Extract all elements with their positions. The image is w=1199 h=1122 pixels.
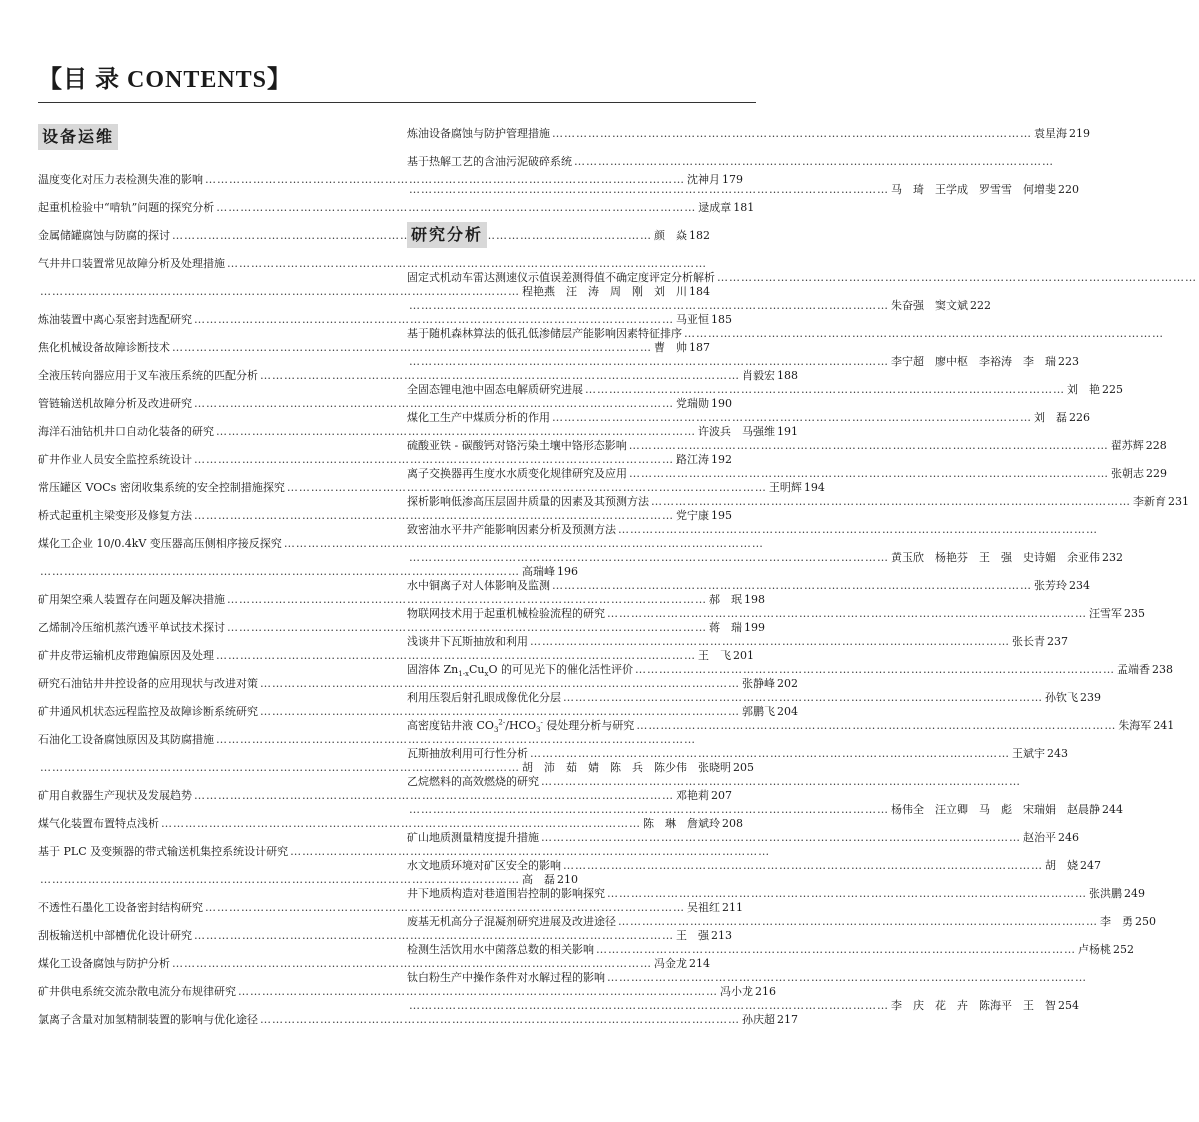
toc-entry[interactable] [407, 292, 991, 320]
entry-author: 张静峰 [742, 677, 775, 690]
entry-title: 温度变化对压力表检测失准的影响 [38, 173, 203, 186]
entry-title: 乙烯制冷压缩机蒸汽透平单试技术探讨 [38, 621, 225, 634]
entry-author: 李 勇 [1100, 915, 1133, 928]
entry-title: 瓦斯抽放利用可行性分析 [407, 747, 528, 760]
entry-title: 乙烷燃料的高效燃烧的研究 [407, 775, 539, 788]
dot-leader [550, 120, 1034, 148]
entry-author: 陈 琳 詹斌玲 [643, 817, 720, 830]
entry-title: 煤化工企业 10/0.4kV 变压器高压侧相序接反探究 [38, 537, 282, 550]
toc-entry[interactable] [407, 768, 755, 796]
entry-meta [1117, 656, 1173, 684]
dot-leader [550, 404, 1034, 432]
entry-title: 矿井供电系统交流杂散电流分布规律研究 [38, 985, 236, 998]
entry-title: 离子交换器再生度水水质变化规律研究及应用 [407, 467, 627, 480]
entry-author: 孙庆超 [742, 1013, 775, 1026]
entry-title: 高密度钻井液 $CO_3^{2-}/HCO_3^-$ 侵处理分析与研究 [407, 718, 635, 735]
entry-author: 马亚恒 [676, 313, 709, 326]
entry-author: 刘 艳 [1067, 383, 1100, 396]
entry-title: 常压罐区 VOCs 密闭收集系统的安全控制措施探究 [38, 481, 285, 494]
entry-author: 王斌宇 [1012, 747, 1045, 760]
entry-title: 矿山地质测量精度提升措施 [407, 831, 539, 844]
dot-leader [561, 852, 1045, 880]
entry-title: 矿用自救器生产现状及发展趋势 [38, 789, 192, 802]
entry-meta [1089, 600, 1145, 628]
entry-author: 李 庆 花 卉 陈海平 王 智 [891, 999, 1056, 1012]
entry-author: 胡 沛 茹 婧 陈 兵 陈少伟 张晓明 [522, 761, 731, 774]
dot-leader [539, 824, 1023, 852]
dot-leader [605, 600, 1089, 628]
entry-title: 石油化工设备腐蚀原因及其防腐措施 [38, 733, 214, 746]
entry-page: 188 [777, 369, 798, 382]
entry-author: 朱奋强 窦文斌 [891, 299, 968, 312]
entry-page: 234 [1069, 579, 1090, 592]
entry-author: 逯成章 [698, 201, 732, 214]
entry-meta [891, 348, 1079, 376]
entry-page: 254 [1058, 999, 1079, 1012]
toc-entry[interactable] [38, 250, 386, 278]
dot-leader [407, 992, 891, 1020]
entry-author: 冯小龙 [720, 985, 753, 998]
page-header [38, 64, 756, 100]
entry-author: 郭鹏飞 [742, 705, 775, 718]
toc-entry[interactable] [38, 334, 710, 362]
toc-entry[interactable] [407, 824, 1079, 852]
toc-entry[interactable] [407, 796, 1123, 824]
entry-title: 煤化工生产中煤质分析的作用 [407, 411, 550, 424]
entry-author: 马 琦 王学成 罗雪雪 何增斐 [891, 183, 1056, 196]
dot-leader [627, 432, 1111, 460]
entry-page: 228 [1145, 439, 1167, 452]
entry-author: 孙钦飞 [1045, 691, 1078, 704]
entry-title: 基于随机森林算法的低孔低渗储层产能影响因素特征排序 [407, 327, 682, 340]
entry-title: 废基无机高分子混凝剂研究进展及改进途径 [407, 915, 616, 928]
toc-entry[interactable] [407, 376, 1123, 404]
dot-leader [605, 964, 1089, 992]
entry-author: 邓艳莉 [676, 789, 709, 802]
entry-title: 矿井作业人员安全监控系统设计 [38, 453, 192, 466]
dot-leader [649, 488, 1133, 516]
toc-entry[interactable] [38, 838, 386, 866]
entry-author: 王明辉 [768, 481, 802, 494]
dot-leader [594, 936, 1078, 964]
entry-title: 利用压裂后射孔眼成像优化分层 [407, 691, 561, 704]
dot-leader [605, 880, 1089, 908]
entry-page: 214 [689, 957, 710, 970]
entry-page: 231 [1168, 495, 1189, 508]
entry-author: 黄玉欣 杨艳芬 王 强 史诗媚 余亚伟 [891, 551, 1100, 564]
entry-title: 物联网技术用于起重机械检验流程的研究 [407, 607, 605, 620]
entry-author: 沈神月 [687, 173, 720, 186]
dot-leader [407, 348, 891, 376]
entry-meta [1012, 628, 1068, 656]
entry-page: 184 [689, 285, 710, 298]
dot-leader [407, 176, 891, 204]
entry-page: 238 [1152, 663, 1173, 676]
entry-page: 239 [1080, 691, 1101, 704]
entry-page: 243 [1047, 747, 1068, 760]
entry-title: 全液压转向器应用于叉车液压系统的匹配分析 [38, 369, 258, 382]
dot-leader [528, 740, 1012, 768]
entry-author: 吴祖红 [687, 901, 720, 914]
dot-leader [572, 148, 1056, 176]
dot-leader [634, 712, 1118, 740]
entry-title: 全固态锂电池中固态电解质研究进展 [407, 383, 583, 396]
entry-meta [891, 292, 991, 320]
entry-page: 223 [1058, 355, 1079, 368]
entry-author: 胡 娆 [1045, 859, 1078, 872]
entry-meta [891, 544, 1123, 572]
toc-entry[interactable] [38, 194, 755, 222]
entry-author: 王 飞 [698, 649, 731, 662]
entry-title: 固定式机动车雷达测速仪示值误差测得值不确定度评定分析解析 [407, 271, 715, 284]
entry-meta [1034, 572, 1090, 600]
entry-author: 张芳玲 [1034, 579, 1067, 592]
page-title: 【目 录 CONTENTS】 [38, 67, 293, 93]
entry-meta [1012, 740, 1068, 768]
entry-title: 水文地质环境对矿区安全的影响 [407, 859, 561, 872]
entry-author: 高 磊 [522, 873, 555, 886]
entry-title: 炼油装置中离心泵密封选配研究 [38, 313, 192, 326]
section-heading-equipment: 设备运维 [38, 124, 118, 150]
entry-title: 探析影响低渗高压层固井质量的因素及其预测方法 [407, 495, 649, 508]
entry-author: 赵治平 [1023, 831, 1056, 844]
entry-author: 李宁超 廖中枢 李裕涛 李 瑞 [891, 355, 1056, 368]
entry-meta [891, 176, 1079, 204]
entry-author: 路江涛 [676, 453, 709, 466]
toc-entry[interactable] [38, 166, 743, 194]
entry-title: 起重机检验中“啃轨”问题的探究分析 [38, 201, 215, 214]
entry-title: 炼油设备腐蚀与防护管理措施 [407, 127, 550, 140]
entry-page: 204 [777, 705, 798, 718]
entry-page: 179 [722, 173, 743, 186]
entry-page: 232 [1102, 551, 1123, 564]
entry-title: 矿用架空乘人装置存在问题及解决措施 [38, 593, 225, 606]
entry-page: 181 [733, 201, 755, 214]
toc-entry[interactable] [407, 936, 1134, 964]
entry-author: 冯金龙 [654, 957, 687, 970]
entry-meta [1045, 852, 1101, 880]
toc-entry[interactable] [407, 148, 755, 176]
toc-entry[interactable] [38, 530, 386, 558]
entry-title: 基于热解工艺的含油污泥破碎系统 [407, 155, 572, 168]
dot-leader [561, 684, 1045, 712]
dot-leader [627, 460, 1111, 488]
toc-entry[interactable] [38, 642, 754, 670]
entry-author: 蒋 瑞 [709, 621, 742, 634]
entry-page: 205 [733, 761, 754, 774]
entry-meta [1034, 120, 1090, 148]
toc-entry[interactable] [407, 880, 1145, 908]
entry-title: 检测生活饮用水中菌落总数的相关影响 [407, 943, 594, 956]
entry-author: 汪雪军 [1089, 607, 1122, 620]
entry-page: 220 [1058, 183, 1079, 196]
entry-page: 249 [1124, 887, 1145, 900]
toc-entry[interactable] [38, 978, 776, 1006]
entry-page: 229 [1146, 467, 1167, 480]
entry-author: 卢杨桃 [1078, 943, 1111, 956]
entry-title: 氯离子含量对加氢精制装置的影响与优化途径 [38, 1013, 258, 1026]
dot-leader [539, 768, 1023, 796]
toc-entry[interactable] [407, 740, 1068, 768]
entry-author: 杨伟全 汪立卿 马 彪 宋瑞娟 赵晨静 [891, 803, 1100, 816]
entry-title: 矿井皮带运输机皮带跑偏原因及处理 [38, 649, 214, 662]
entry-title: 硫酸亚铁 - 碳酸钙对铬污染土壤中铬形态影响 [407, 439, 627, 452]
entry-page: 244 [1102, 803, 1123, 816]
toc-entry[interactable] [38, 278, 710, 306]
entry-page: 182 [689, 229, 710, 242]
toc-entry[interactable] [407, 628, 1068, 656]
entry-page: 190 [711, 397, 732, 410]
entry-author: 王 强 [676, 929, 709, 942]
entry-page: 241 [1153, 719, 1175, 732]
entry-title: 研究石油钻井井控设备的应用现状与改进对策 [38, 677, 258, 690]
entry-page: 252 [1113, 943, 1134, 956]
entry-author: 程艳燕 汪 涛 周 刚 刘 川 [522, 285, 687, 298]
right-top-entry-list [407, 120, 1090, 204]
entry-title: 金属储罐腐蚀与防腐的探讨 [38, 229, 170, 242]
entry-page: 225 [1102, 383, 1123, 396]
entry-title: 浅谈井下瓦斯抽放和利用 [407, 635, 528, 648]
dot-leader [616, 908, 1100, 936]
entry-page: 213 [711, 929, 732, 942]
entry-meta [891, 796, 1123, 824]
entry-page: 219 [1069, 127, 1090, 140]
dot-leader [682, 320, 1166, 348]
entry-page: 195 [711, 509, 732, 522]
entry-page: 199 [744, 621, 765, 634]
entry-page: 246 [1058, 831, 1079, 844]
dot-leader [583, 376, 1067, 404]
toc-entry[interactable] [38, 782, 732, 810]
entry-title: 基于 PLC 及变频器的带式输送机集控系统设计研究 [38, 845, 289, 858]
entry-title: 钛白粉生产中操作条件对水解过程的影响 [407, 971, 605, 984]
entry-page: 216 [755, 985, 776, 998]
entry-title: 水中铜离子对人体影响及监测 [407, 579, 550, 592]
entry-page: 247 [1080, 859, 1101, 872]
toc-entry[interactable] [407, 712, 1175, 740]
entry-title: 矿井通风机状态远程监控及故障诊断系统研究 [38, 705, 258, 718]
entry-page: 207 [711, 789, 732, 802]
entry-meta [1111, 460, 1167, 488]
entry-page: 198 [744, 593, 765, 606]
dot-leader [616, 516, 1100, 544]
entry-title: 煤气化装置布置特点浅析 [38, 817, 159, 830]
toc-entry[interactable] [407, 908, 1156, 936]
toc-entry[interactable] [38, 1006, 798, 1034]
section-heading-research: 研究分析 [407, 222, 487, 248]
toc-entry[interactable] [407, 544, 1123, 572]
entry-author: 翟苏辉 [1110, 439, 1144, 452]
entry-title: 焦化机械设备故障诊断技术 [38, 341, 170, 354]
entry-title: 井下地质构造对巷道围岩控制的影响探究 [407, 887, 605, 900]
toc-entry[interactable] [407, 320, 755, 348]
toc-entry[interactable] [407, 432, 1167, 460]
entry-page: 235 [1124, 607, 1145, 620]
entry-author: 曹 帅 [654, 341, 687, 354]
entry-title: 气井井口装置常见故障分析及处理措施 [38, 257, 225, 270]
entry-meta [1034, 404, 1090, 432]
entry-author: 李新育 [1133, 495, 1166, 508]
toc-entry[interactable] [407, 516, 755, 544]
entry-meta [1111, 432, 1167, 460]
entry-title: 桥式起重机主梁变形及修复方法 [38, 509, 192, 522]
entry-author: 朱海军 [1118, 719, 1152, 732]
dot-leader [407, 292, 891, 320]
toc-entry[interactable] [407, 964, 755, 992]
toc-entry[interactable] [38, 726, 386, 754]
entry-meta [1078, 936, 1134, 964]
entry-author: 张洪鹏 [1089, 887, 1122, 900]
entry-title: 不透性石墨化工设备密封结构研究 [38, 901, 203, 914]
entry-meta [1045, 684, 1101, 712]
entry-author: 袁星海 [1034, 127, 1067, 140]
entry-meta [1133, 488, 1189, 516]
entry-author: 党宁康 [676, 509, 709, 522]
entry-meta [1023, 824, 1079, 852]
entry-page: 217 [777, 1013, 798, 1026]
entry-page: 237 [1047, 635, 1068, 648]
entry-page: 222 [970, 299, 991, 312]
entry-page: 201 [733, 649, 754, 662]
dot-leader [407, 796, 891, 824]
entry-page: 187 [689, 341, 710, 354]
toc-entry[interactable] [407, 488, 1189, 516]
entry-author: 高瑞峰 [522, 565, 555, 578]
entry-author: 颜 焱 [654, 229, 687, 242]
entry-title: 煤化工设备腐蚀与防护分析 [38, 957, 170, 970]
entry-page: 202 [777, 677, 798, 690]
entry-meta [1100, 908, 1156, 936]
entry-author: 许波兵 马强维 [698, 425, 775, 438]
dot-leader [528, 628, 1012, 656]
dot-leader [633, 656, 1117, 684]
entry-page: 191 [777, 425, 798, 438]
entry-title: 刮板输送机中部槽优化设计研究 [38, 929, 192, 942]
entry-page: 211 [722, 901, 743, 914]
entry-page: 210 [557, 873, 578, 886]
entry-author: 党瑞勋 [676, 397, 709, 410]
entry-page: 250 [1135, 915, 1156, 928]
dot-leader [550, 572, 1034, 600]
entry-page: 226 [1069, 411, 1090, 424]
entry-author: 张长青 [1012, 635, 1045, 648]
entry-author: 郝 珉 [709, 593, 742, 606]
header-rule [38, 102, 756, 103]
toc-entry[interactable] [38, 698, 798, 726]
toc-entry[interactable] [407, 120, 1090, 148]
entry-page: 192 [711, 453, 732, 466]
entry-author: 刘 磊 [1034, 411, 1067, 424]
entry-title: 固溶体 $Zn_{1-x}Cu_xO$ 的可见光下的催化活性评价 [407, 663, 633, 679]
toc-entry[interactable] [407, 176, 1079, 204]
entry-meta [1118, 712, 1174, 740]
dot-leader [715, 264, 1199, 292]
entry-title: 海洋石油钻机井口自动化装备的研究 [38, 425, 214, 438]
entry-meta [891, 992, 1079, 1020]
entry-meta [1067, 376, 1123, 404]
toc-entry[interactable] [407, 852, 1101, 880]
entry-author: 张朝志 [1111, 467, 1144, 480]
entry-title: 管链输送机故障分析及改进研究 [38, 397, 192, 410]
entry-page: 208 [722, 817, 743, 830]
toc-entry[interactable] [38, 866, 578, 894]
entry-author: 肖毅宏 [742, 369, 775, 382]
entry-meta [1089, 880, 1145, 908]
entry-page: 196 [557, 565, 578, 578]
entry-title: 致密油水平井产能影响因素分析及预测方法 [407, 523, 616, 536]
entry-page: 185 [711, 313, 732, 326]
dot-leader [407, 544, 891, 572]
entry-page: 194 [803, 481, 825, 494]
toc-entry[interactable] [407, 264, 755, 292]
entry-author: 孟端香 [1117, 663, 1150, 676]
